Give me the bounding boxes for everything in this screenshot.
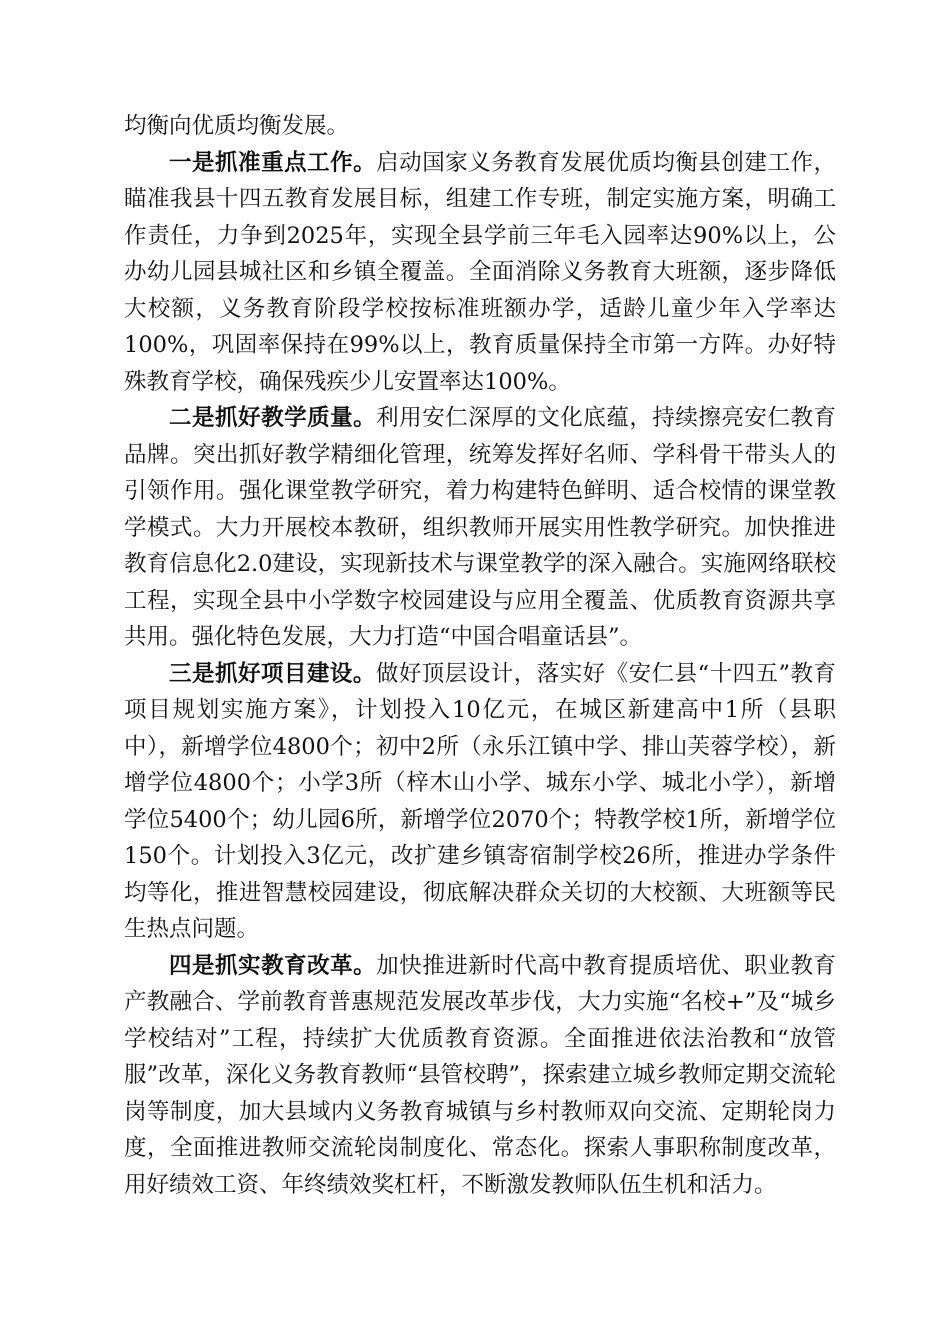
paragraph-key-work xyxy=(124,145,836,401)
paragraph-continuation xyxy=(124,108,836,145)
paragraph-text: 利用安仁深厚的文化底蕴，持续擦亮安仁教育品牌。突出抓好教学精细化管理，统筹发挥好名师、学科骨干带头人的引领作用。强化课堂教学研究，着力构建特色鲜明、适合校情的课堂教学模式。大力开展校本教研，组织教师开展实用性教学研究。加快推进教育信息化2.0建设，实现新技术与课堂教学的深入融合。实施网络联校工程，实现全县中小学数字校园建设与应用全覆盖、优质教育资源共享共用。强化特色发展，大力打造“中国合唱童话县”。 xyxy=(124,405,836,650)
paragraph-lead: 二是抓好教学质量。 xyxy=(169,405,377,431)
paragraph-text: 做好顶层设计，落实好《安仁县“十四五”教育项目规划实施方案》，计划投入10亿元，在城区新建高中1所（县职中），新增学位4800个；初中2所（永乐江镇中学、排山芙蓉学校），新增学位4800个；小学3所（梓木山小学、城东小学、城北小学），新增学位5400个；幼儿园6所，新增学位2070个；特教学校1所，新增学位150个。计划投入3亿元，改扩建乡镇寄宿制学校26所，推进办学条件均等化，推进智慧校园建设，彻底解决群众关切的大校额、大班额等民生热点问题。 xyxy=(124,660,836,942)
paragraph-education-reform xyxy=(124,948,836,1204)
document-body xyxy=(124,108,836,1203)
paragraph-text: 启动国家义务教育发展优质均衡县创建工作，瞄准我县十四五教育发展目标，组建工作专班，制定实施方案，明确工作责任，力争到2025年，实现全县学前三年毛入园率达90%以上，公办幼儿园县城社区和乡镇全覆盖。全面消除义务教育大班额，逐步降低大校额，义务教育阶段学校按标准班额办学，适龄儿童少年入学率达100%，巩固率保持在99%以上，教育质量保持全市第一方阵。办好特殊教育学校，确保残疾少儿安置率达100%。 xyxy=(124,149,836,395)
paragraph-teaching-quality xyxy=(124,400,836,656)
paragraph-text: 均衡向优质均衡发展。 xyxy=(124,113,350,139)
paragraph-lead: 一是抓准重点工作。 xyxy=(169,149,377,176)
paragraph-project-construction xyxy=(124,656,836,948)
paragraph-lead: 三是抓好项目建设。 xyxy=(169,660,376,687)
paragraph-lead: 四是抓实教育改革。 xyxy=(169,952,377,979)
paragraph-text: 加快推进新时代高中教育提质培优、职业教育产教融合、学前教育普惠规范发展改革步伐，大力实施“名校+”及“城乡学校结对”工程，持续扩大优质教育资源。全面推进依法治教和“放管服”改革，深化义务教育教师“县管校聘”，探索建立城乡教师定期交流轮岗等制度，加大县域内义务教育城镇与乡村教师双向交流、定期轮岗力度，全面推进教师交流轮岗制度化、常态化。探索人事职称制度改革，用好绩效工资、年终绩效奖杠杆，不断激发教师队伍生机和活力。 xyxy=(124,952,836,1198)
